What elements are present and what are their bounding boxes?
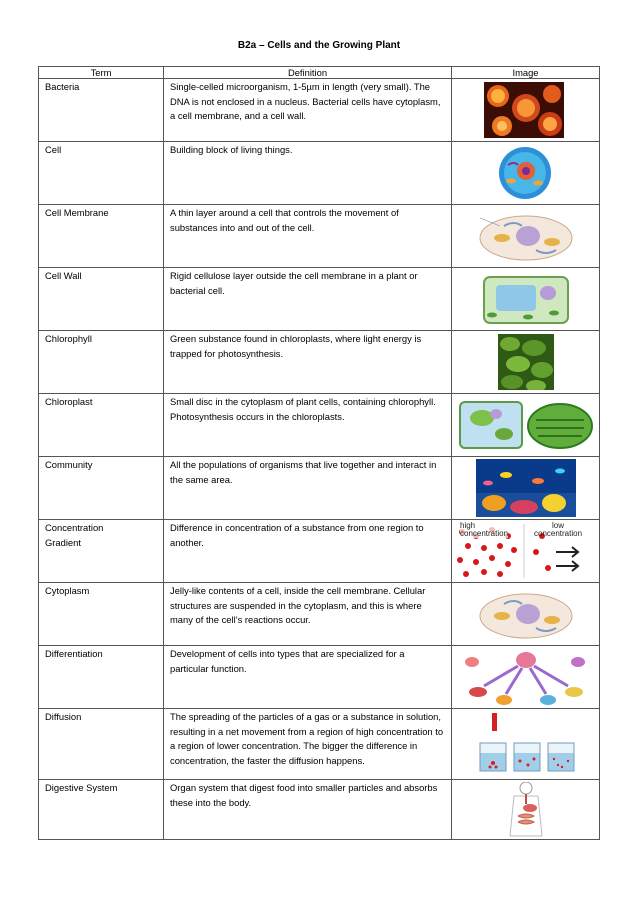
definition-cell: Jelly-like contents of a cell, inside the cell membrane. Cellular structures are suspended in the cytoplasm, and this is where many of the cell’s reactions occur.	[164, 583, 452, 646]
definition-cell: Green substance found in chloroplasts, where light energy is trapped for photosynthesis.	[164, 331, 452, 394]
table-row	[39, 520, 600, 583]
table-row	[39, 268, 600, 331]
term-header: Term	[39, 67, 164, 79]
diffusion-beakers-diagram	[476, 713, 576, 775]
table-row	[39, 79, 600, 142]
term-cell: Cell Wall	[39, 268, 164, 331]
animal-cell-model	[496, 145, 554, 201]
term-cell: Community	[39, 457, 164, 520]
chloroplast-micrograph	[498, 334, 554, 390]
high-concentration-label: high concentration	[460, 522, 509, 538]
differentiation-diagram	[462, 648, 590, 706]
image-cell	[452, 457, 600, 520]
term-cell: Concentration Gradient	[39, 520, 164, 583]
image-cell	[452, 394, 600, 457]
definition-header: Definition	[164, 67, 452, 79]
coral-reef-photo	[476, 459, 576, 517]
image-header: Image	[452, 67, 600, 79]
definition-cell: Building block of living things.	[164, 142, 452, 205]
cell-diagram	[474, 208, 578, 264]
table-row	[39, 457, 600, 520]
image-cell	[452, 331, 600, 394]
term-cell: Chlorophyll	[39, 331, 164, 394]
definition-cell: Development of cells into types that are specialized for a particular function.	[164, 646, 452, 709]
table-row	[39, 394, 600, 457]
term-cell: Cytoplasm	[39, 583, 164, 646]
definition-cell: Single-celled microorganism, 1-5µm in length (very small). The DNA is not enclosed in a nucleus. Bacterial cells have cytoplasm, a cell membrane, and a cell wall.	[164, 79, 452, 142]
cell-diagram	[474, 586, 578, 642]
chloroplast-diagram	[452, 396, 599, 454]
image-cell	[452, 583, 600, 646]
image-cell	[452, 780, 600, 840]
image-cell	[452, 646, 600, 709]
low-concentration-label: low concentration	[534, 522, 583, 538]
term-cell: Chloroplast	[39, 394, 164, 457]
definition-cell: A thin layer around a cell that controls the movement of substances into and out of the cell.	[164, 205, 452, 268]
bacteria-photo	[484, 82, 564, 138]
digestive-system-diagram	[504, 782, 548, 838]
table-row	[39, 646, 600, 709]
definition-cell: Organ system that digest food into smaller particles and absorbs these into the body.	[164, 780, 452, 840]
table-row	[39, 142, 600, 205]
definition-cell: All the populations of organisms that live together and interact in the same area.	[164, 457, 452, 520]
table-row	[39, 780, 600, 840]
image-cell	[452, 205, 600, 268]
term-cell: Diffusion	[39, 709, 164, 780]
image-cell	[452, 142, 600, 205]
image-cell	[452, 79, 600, 142]
table-row	[39, 709, 600, 780]
glossary-table	[38, 66, 600, 840]
definition-cell: Small disc in the cytoplasm of plant cells, containing chlorophyll. Photosynthesis occurs in the chloroplasts.	[164, 394, 452, 457]
term-cell: Cell	[39, 142, 164, 205]
table-row	[39, 205, 600, 268]
definition-cell: The spreading of the particles of a gas or a substance in solution, resulting in a net movement from a region of high concentration to a region of lower concentration. The bigger the difference in concentration, the faster the diffusion happens.	[164, 709, 452, 780]
term-cell: Cell Membrane	[39, 205, 164, 268]
plant-cell-diagram	[474, 271, 578, 327]
concentration-gradient-diagram	[452, 522, 599, 580]
definition-cell: Difference in concentration of a substance from one region to another.	[164, 520, 452, 583]
term-cell: Bacteria	[39, 79, 164, 142]
definition-cell: Rigid cellulose layer outside the cell membrane in a plant or bacterial cell.	[164, 268, 452, 331]
image-cell	[452, 268, 600, 331]
table-row	[39, 331, 600, 394]
term-cell: Differentiation	[39, 646, 164, 709]
header-row	[39, 67, 600, 79]
table-row	[39, 583, 600, 646]
page-title: B2a – Cells and the Growing Plant	[237, 40, 401, 51]
image-cell	[452, 520, 600, 583]
image-cell	[452, 709, 600, 780]
term-cell: Digestive System	[39, 780, 164, 840]
